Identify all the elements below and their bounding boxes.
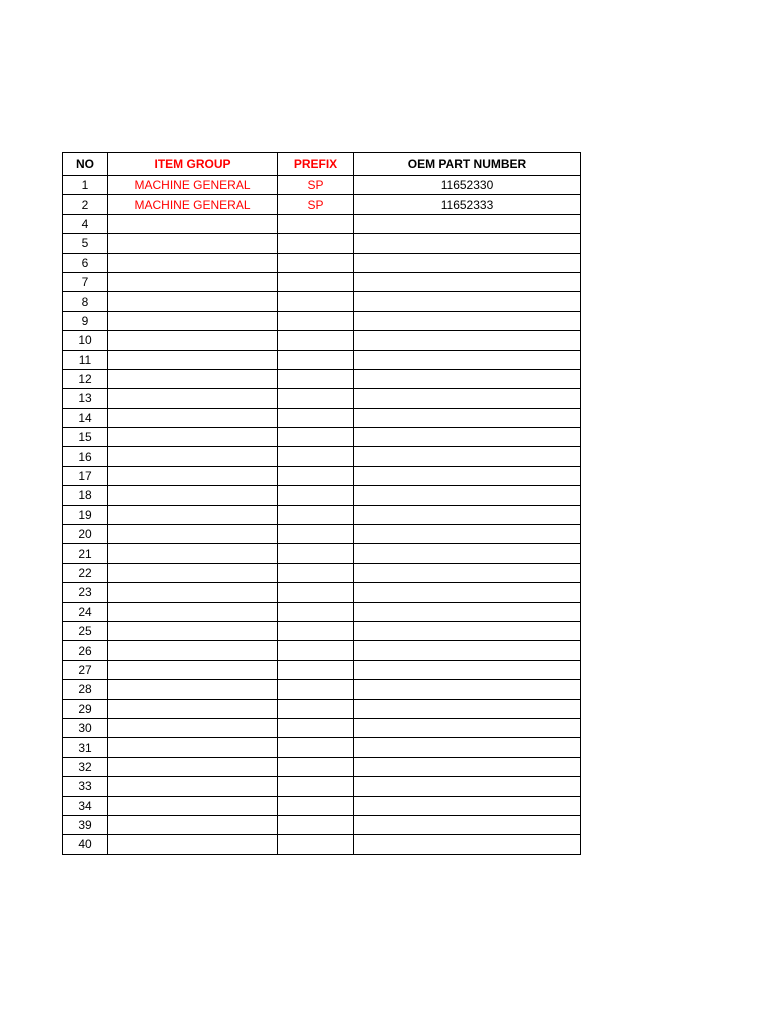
cell-no: 39 — [63, 815, 108, 834]
cell-no: 30 — [63, 718, 108, 737]
cell-no: 26 — [63, 641, 108, 660]
cell-prefix — [278, 563, 354, 582]
cell-item-group — [108, 757, 278, 776]
header-oem-part-number: OEM PART NUMBER — [354, 153, 581, 176]
cell-oem-part-number — [354, 621, 581, 640]
cell-no: 14 — [63, 408, 108, 427]
cell-item-group — [108, 777, 278, 796]
cell-oem-part-number — [354, 311, 581, 330]
cell-oem-part-number — [354, 563, 581, 582]
header-no: NO — [63, 153, 108, 176]
cell-item-group — [108, 311, 278, 330]
table-row — [63, 777, 581, 796]
cell-prefix — [278, 369, 354, 388]
cell-prefix — [278, 350, 354, 369]
cell-prefix — [278, 408, 354, 427]
cell-item-group — [108, 544, 278, 563]
table-row — [63, 660, 581, 679]
cell-oem-part-number — [354, 583, 581, 602]
table-row — [63, 525, 581, 544]
cell-oem-part-number — [354, 699, 581, 718]
header-prefix: PREFIX — [278, 153, 354, 176]
cell-item-group — [108, 835, 278, 854]
table-row — [63, 835, 581, 854]
cell-oem-part-number — [354, 777, 581, 796]
cell-prefix — [278, 525, 354, 544]
parts-table — [62, 152, 581, 855]
table-row — [63, 466, 581, 485]
cell-oem-part-number — [354, 505, 581, 524]
table-header — [63, 153, 581, 176]
table-row — [63, 214, 581, 233]
cell-oem-part-number — [354, 466, 581, 485]
cell-item-group — [108, 563, 278, 582]
cell-no: 11 — [63, 350, 108, 369]
cell-oem-part-number — [354, 408, 581, 427]
cell-no: 9 — [63, 311, 108, 330]
cell-prefix — [278, 447, 354, 466]
cell-item-group: MACHINE GENERAL — [108, 195, 278, 214]
cell-prefix — [278, 699, 354, 718]
cell-no: 33 — [63, 777, 108, 796]
table-row — [63, 369, 581, 388]
cell-oem-part-number — [354, 428, 581, 447]
table-row — [63, 699, 581, 718]
cell-prefix — [278, 602, 354, 621]
cell-no: 13 — [63, 389, 108, 408]
cell-item-group — [108, 331, 278, 350]
cell-no: 27 — [63, 660, 108, 679]
cell-prefix — [278, 486, 354, 505]
table-row — [63, 486, 581, 505]
cell-no: 12 — [63, 369, 108, 388]
cell-no: 22 — [63, 563, 108, 582]
cell-prefix — [278, 835, 354, 854]
cell-oem-part-number — [354, 757, 581, 776]
cell-no: 21 — [63, 544, 108, 563]
cell-oem-part-number — [354, 602, 581, 621]
table-row — [63, 331, 581, 350]
cell-prefix — [278, 292, 354, 311]
cell-item-group — [108, 234, 278, 253]
cell-oem-part-number — [354, 389, 581, 408]
table-row — [63, 253, 581, 272]
table-row — [63, 195, 581, 214]
cell-prefix — [278, 796, 354, 815]
cell-oem-part-number — [354, 447, 581, 466]
cell-no: 1 — [63, 176, 108, 195]
cell-oem-part-number — [354, 660, 581, 679]
table-row — [63, 815, 581, 834]
table-body — [63, 176, 581, 855]
table-row — [63, 641, 581, 660]
cell-item-group — [108, 680, 278, 699]
cell-oem-part-number — [354, 369, 581, 388]
cell-prefix — [278, 621, 354, 640]
cell-prefix — [278, 815, 354, 834]
cell-no: 7 — [63, 272, 108, 291]
header-row — [63, 153, 581, 176]
table-row — [63, 583, 581, 602]
table-row — [63, 350, 581, 369]
cell-prefix: SP — [278, 176, 354, 195]
cell-prefix — [278, 757, 354, 776]
table-row — [63, 408, 581, 427]
cell-item-group — [108, 738, 278, 757]
cell-oem-part-number — [354, 214, 581, 233]
cell-oem-part-number — [354, 350, 581, 369]
cell-no: 10 — [63, 331, 108, 350]
cell-prefix — [278, 505, 354, 524]
table-row — [63, 505, 581, 524]
cell-item-group — [108, 660, 278, 679]
table-row — [63, 680, 581, 699]
cell-no: 32 — [63, 757, 108, 776]
cell-item-group — [108, 408, 278, 427]
cell-item-group — [108, 350, 278, 369]
cell-no: 4 — [63, 214, 108, 233]
table-row — [63, 563, 581, 582]
table-row — [63, 757, 581, 776]
cell-no: 20 — [63, 525, 108, 544]
table-row — [63, 718, 581, 737]
table-row — [63, 389, 581, 408]
cell-oem-part-number — [354, 718, 581, 737]
cell-no: 8 — [63, 292, 108, 311]
cell-prefix — [278, 660, 354, 679]
cell-oem-part-number — [354, 815, 581, 834]
cell-prefix — [278, 389, 354, 408]
cell-prefix — [278, 311, 354, 330]
cell-no: 28 — [63, 680, 108, 699]
cell-item-group — [108, 815, 278, 834]
cell-prefix — [278, 428, 354, 447]
cell-oem-part-number — [354, 680, 581, 699]
table-row — [63, 796, 581, 815]
cell-prefix — [278, 253, 354, 272]
cell-oem-part-number — [354, 641, 581, 660]
cell-item-group: MACHINE GENERAL — [108, 176, 278, 195]
cell-item-group — [108, 292, 278, 311]
cell-oem-part-number — [354, 796, 581, 815]
table-row — [63, 738, 581, 757]
cell-item-group — [108, 796, 278, 815]
cell-item-group — [108, 699, 278, 718]
table-row — [63, 544, 581, 563]
cell-no: 23 — [63, 583, 108, 602]
cell-item-group — [108, 253, 278, 272]
cell-prefix — [278, 234, 354, 253]
cell-item-group — [108, 214, 278, 233]
cell-oem-part-number: 11652330 — [354, 176, 581, 195]
cell-no: 31 — [63, 738, 108, 757]
cell-oem-part-number — [354, 486, 581, 505]
cell-oem-part-number — [354, 253, 581, 272]
cell-prefix — [278, 214, 354, 233]
cell-no: 29 — [63, 699, 108, 718]
cell-oem-part-number: 11652333 — [354, 195, 581, 214]
cell-prefix — [278, 583, 354, 602]
cell-prefix — [278, 641, 354, 660]
table-row — [63, 272, 581, 291]
cell-item-group — [108, 369, 278, 388]
cell-oem-part-number — [354, 544, 581, 563]
cell-prefix — [278, 777, 354, 796]
cell-item-group — [108, 428, 278, 447]
table-row — [63, 292, 581, 311]
cell-oem-part-number — [354, 738, 581, 757]
cell-prefix — [278, 331, 354, 350]
cell-item-group — [108, 583, 278, 602]
cell-no: 19 — [63, 505, 108, 524]
header-item-group: ITEM GROUP — [108, 153, 278, 176]
cell-no: 6 — [63, 253, 108, 272]
cell-no: 40 — [63, 835, 108, 854]
cell-no: 17 — [63, 466, 108, 485]
cell-prefix — [278, 718, 354, 737]
cell-item-group — [108, 641, 278, 660]
table-row — [63, 447, 581, 466]
cell-oem-part-number — [354, 272, 581, 291]
cell-item-group — [108, 525, 278, 544]
cell-item-group — [108, 602, 278, 621]
cell-no: 18 — [63, 486, 108, 505]
cell-item-group — [108, 466, 278, 485]
cell-prefix — [278, 272, 354, 291]
cell-item-group — [108, 447, 278, 466]
cell-oem-part-number — [354, 331, 581, 350]
cell-item-group — [108, 272, 278, 291]
table-row — [63, 428, 581, 447]
cell-no: 16 — [63, 447, 108, 466]
cell-item-group — [108, 505, 278, 524]
cell-prefix — [278, 466, 354, 485]
cell-no: 2 — [63, 195, 108, 214]
table-row — [63, 311, 581, 330]
cell-item-group — [108, 718, 278, 737]
cell-oem-part-number — [354, 835, 581, 854]
cell-item-group — [108, 389, 278, 408]
cell-no: 15 — [63, 428, 108, 447]
cell-no: 34 — [63, 796, 108, 815]
cell-prefix: SP — [278, 195, 354, 214]
cell-prefix — [278, 738, 354, 757]
table-row — [63, 602, 581, 621]
cell-oem-part-number — [354, 525, 581, 544]
cell-no: 25 — [63, 621, 108, 640]
cell-oem-part-number — [354, 234, 581, 253]
table-row — [63, 176, 581, 195]
cell-item-group — [108, 486, 278, 505]
cell-oem-part-number — [354, 292, 581, 311]
cell-prefix — [278, 544, 354, 563]
cell-item-group — [108, 621, 278, 640]
cell-no: 5 — [63, 234, 108, 253]
cell-prefix — [278, 680, 354, 699]
cell-no: 24 — [63, 602, 108, 621]
table-row — [63, 621, 581, 640]
table-row — [63, 234, 581, 253]
